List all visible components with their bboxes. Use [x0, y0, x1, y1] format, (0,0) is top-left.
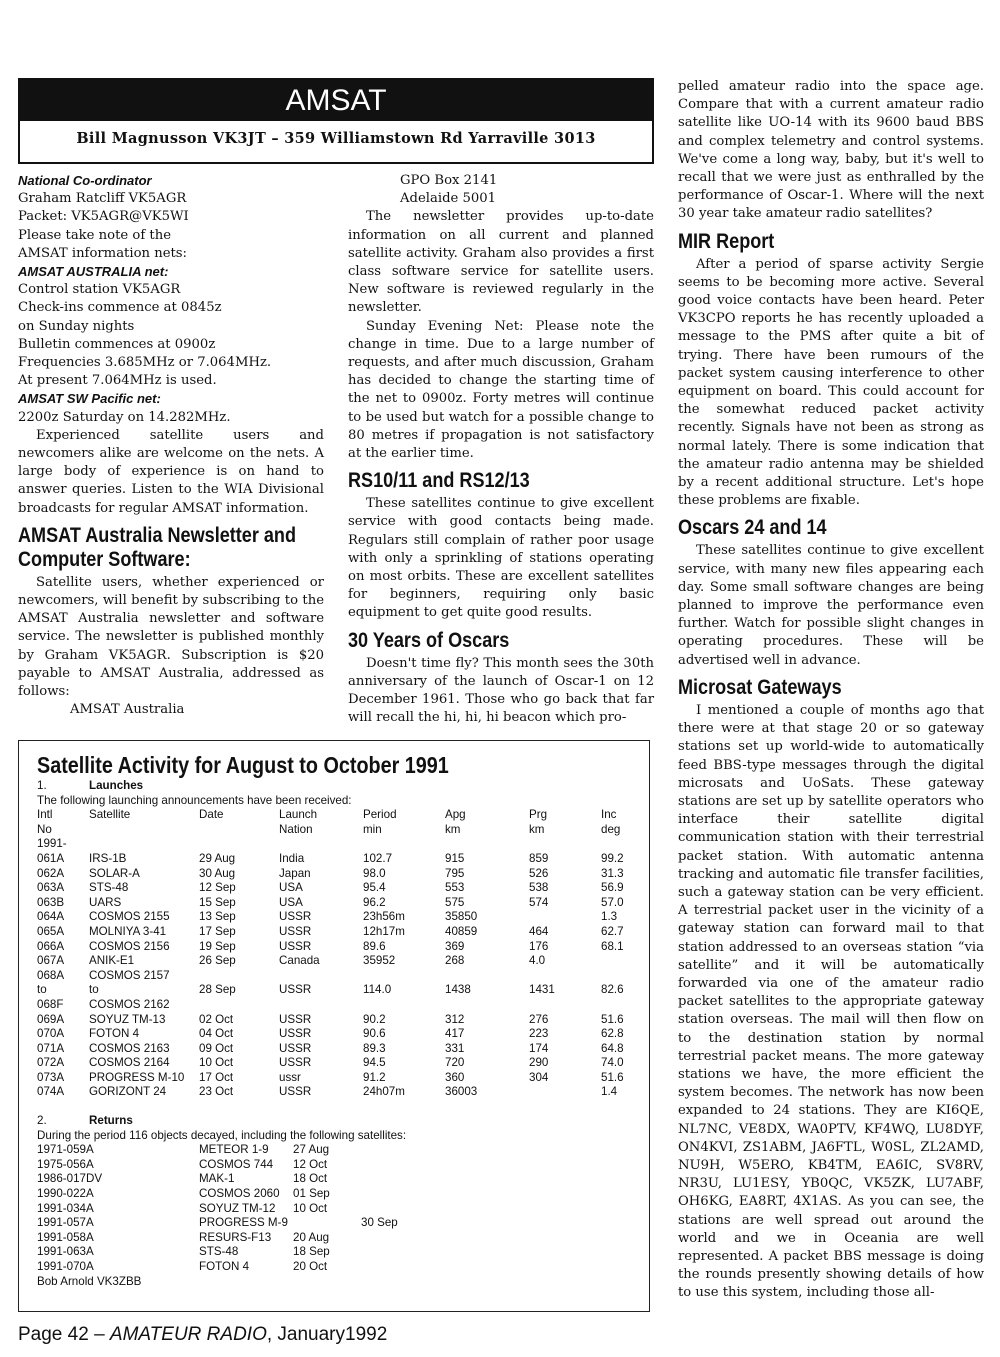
table-cell: 065A	[37, 924, 65, 938]
paragraph: Doesn't time fly? This month sees the 30th anniversary of the launch of Oscar-1 on 12 December 1961. Those who go back that far will recall the hi, hi, hi beacon which pro-	[348, 655, 654, 726]
table-cell: 62.8	[601, 1027, 624, 1041]
address-line: Adelaide 5001	[400, 191, 497, 207]
section-intro: The following launching announcements have been received:	[37, 793, 352, 807]
nc-line: Packet: VK5AGR@VK5WI	[18, 209, 189, 225]
table-row	[37, 910, 639, 925]
table-cell: 068A	[37, 968, 65, 982]
table-cell: 28 Sep	[199, 983, 236, 997]
table-cell: SOLAR-A	[89, 866, 140, 880]
table-row	[37, 1071, 639, 1086]
table-row	[37, 867, 639, 882]
table-cell: COSMOS 2163	[89, 1041, 170, 1055]
table-cell: 12 Oct	[293, 1157, 328, 1171]
table-cell: COSMOS 2162	[89, 997, 170, 1011]
table-cell: 51.6	[601, 1012, 624, 1026]
returns-table	[37, 1143, 639, 1274]
table-cell: STS-48	[199, 1245, 239, 1259]
table-cell: Japan	[279, 866, 311, 880]
table-row	[37, 1158, 639, 1173]
column-header: deg	[601, 822, 621, 836]
table-cell: 072A	[37, 1056, 65, 1070]
launch-table	[37, 808, 639, 1100]
table-cell: 36003	[445, 1085, 478, 1099]
table-cell: 4.0	[529, 954, 546, 968]
table-cell: 91.2	[363, 1070, 386, 1084]
table-cell: 89.6	[363, 939, 386, 953]
table-cell: 29 Aug	[199, 851, 236, 865]
table-cell: 98.0	[363, 866, 386, 880]
table-cell: COSMOS 2157	[89, 968, 170, 982]
table-cell: SOYUZ TM-12	[199, 1201, 276, 1215]
table-cell: USSR	[279, 1041, 312, 1055]
table-cell: India	[279, 851, 305, 865]
table-cell: 20 Aug	[293, 1230, 330, 1244]
table-cell: 04 Oct	[199, 1027, 234, 1041]
section-title: AMSAT	[20, 80, 652, 121]
table-cell: 68.1	[601, 939, 624, 953]
table-cell: 1.4	[601, 1085, 618, 1099]
column-2	[348, 172, 654, 727]
table-cell: 27 Aug	[293, 1143, 330, 1157]
net-line: on Sunday nights	[18, 318, 135, 334]
table-cell: 068F	[37, 997, 64, 1011]
table-cell: COSMOS 2164	[89, 1056, 170, 1070]
table-cell: 30 Aug	[199, 866, 236, 880]
table-cell: MOLNIYA 3-41	[89, 924, 167, 938]
table-cell: 51.6	[601, 1070, 624, 1084]
table-cell: 35850	[445, 910, 478, 924]
table-row	[37, 1216, 639, 1231]
table-row	[37, 1027, 639, 1042]
table-cell: 114.0	[363, 983, 392, 997]
table-cell: 35952	[363, 954, 396, 968]
table-cell: 40859	[445, 924, 478, 938]
table-row	[37, 969, 639, 984]
table-cell: 069A	[37, 1012, 65, 1026]
table-cell: 268	[445, 954, 465, 968]
table-cell: 1991-070A	[37, 1260, 94, 1273]
table-cell: 1431	[529, 983, 555, 997]
section-header	[18, 78, 654, 164]
table-cell: COSMOS 2156	[89, 939, 170, 953]
activity-title: Satellite Activity for August to October 1991	[37, 752, 449, 778]
net-line: Control station VK5AGR	[18, 282, 181, 298]
table-row	[37, 1042, 639, 1057]
returns-section	[37, 1114, 639, 1289]
table-cell: 1991-034A	[37, 1201, 94, 1215]
table-cell: 1986-017DV	[37, 1172, 103, 1186]
table-cell: 312	[445, 1012, 465, 1026]
satellite-activity-box	[18, 740, 650, 1312]
table-cell: 17 Sep	[199, 924, 236, 938]
table-cell: USSR	[279, 924, 312, 938]
table-cell: 070A	[37, 1027, 65, 1041]
address-line: AMSAT Australia	[70, 702, 185, 718]
column-header: Launch	[279, 808, 318, 822]
net-line: 2200z Saturday on 14.282MHz.	[18, 409, 231, 425]
column-header: No	[37, 822, 52, 836]
paragraph: I mentioned a couple of months ago that there were at that stage 20 or so gateway stations set up world-wide to automatically feed BBS-type messages through the digital microsats and UoSats. These gateway stations are set up by satellite operators who interface their satellite digital communication station with their terrestrial packet station. With automatic antenna tracking and automatic file transfer facilities, such a gateway station can be very efficient. A terrestrial packet user in the vicinity of a gateway station can forward mail to that station addressed to an overseas station “via satellite” and it will be automatically forwarded via one of the amateur radio packet satellites to the appropriate gateway station overseas. The mail will then flow on to the destination station by normal terrestrial packet means. The more gateway stations we have, the more efficient the system becomes. The network has now been expanded to 24 stations. They are KI6QE, NL7NC, VE8DX, WA0PTV, KF4WQ, LU8DYF, ON4KVI, ZS1ABM, JA6FTL, W0SL, ZL2AMD, NU9H, W5ERO, KB4TM, EA6IC, SV8RV, NR3U, LU1ESY, YB0QC, VK5ZK, LU7ABF, OH6KG, EA8RT, 4X1AS. As you can see, the stations are well spread out around the world and we in Oceania are well represented. A packet BBS message is doing the rounds presently showing details of how to use this system, including those all-	[678, 702, 984, 1301]
table-cell: 062A	[37, 866, 65, 880]
column-header: Inc	[601, 808, 617, 822]
table-cell: 063B	[37, 895, 65, 909]
table-cell: 360	[445, 1070, 465, 1084]
paragraph: Sunday Evening Net: Please note the change in time. Due to a large number of requests, and after much discussion, Graham has decided to change the starting time of the net to 0900z. Forty metres will continue to be used but watch for a possible change to 80 metres if propagation is not satisfactory at the earlier time.	[348, 318, 654, 462]
table-cell: 276	[529, 1012, 549, 1026]
table-cell: USA	[279, 881, 303, 895]
author-line: Bill Magnusson VK3JT – 359 Williamstown Rd Yarraville 3013	[76, 130, 596, 147]
section-label: Returns	[89, 1114, 133, 1128]
table-cell: 62.7	[601, 924, 624, 938]
table-cell: UARS	[89, 895, 122, 909]
table-cell: 89.3	[363, 1041, 386, 1055]
table-cell: 95.4	[363, 881, 386, 895]
paragraph: After a period of sparse activity Sergie seems to be becoming more active. Several good voice contacts have been heard. Peter VK3CPO reports he has recently uploaded a message to the PMS after quite a bit of trying. There have been rumours of the packet system causing interference to other equipment on board. This could account for the somewhat reduced packet activity recently. Signals have not been as strong as normal lately. There is some indication that the amateur radio antenna may be shielded by a recent additional structure. Let's hope these problems are fixable.	[678, 256, 984, 509]
table-cell: GORIZONT 24	[89, 1085, 167, 1099]
table-cell: 10 Oct	[293, 1201, 328, 1215]
table-row	[37, 925, 639, 940]
table-cell: USSR	[279, 1027, 312, 1041]
table-row	[37, 1056, 639, 1071]
table-cell: USSR	[279, 983, 312, 997]
table-cell: USSR	[279, 1056, 312, 1070]
table-cell: 13 Sep	[199, 910, 236, 924]
table-cell: 223	[529, 1027, 549, 1041]
section-number: 1.	[37, 779, 47, 792]
table-cell: 1438	[445, 983, 471, 997]
table-cell: PROGRESS M-10	[89, 1070, 185, 1084]
table-row	[37, 1013, 639, 1028]
table-cell: 09 Oct	[199, 1041, 234, 1055]
table-cell: 56.9	[601, 881, 624, 895]
heading-newsletter: AMSAT Australia Newsletter and Computer Software:	[18, 523, 296, 571]
heading-oscars: 30 Years of Oscars	[348, 628, 510, 652]
table-cell: 720	[445, 1056, 465, 1070]
table-cell: 31.3	[601, 866, 624, 880]
table-cell: METEOR 1-9	[199, 1143, 269, 1157]
table-row	[37, 1187, 639, 1202]
table-cell: 574	[529, 895, 549, 909]
heading-oscars-24: Oscars 24 and 14	[678, 516, 827, 540]
table-cell: 1971-059A	[37, 1143, 94, 1157]
table-cell: 304	[529, 1070, 549, 1084]
column-header: Satellite	[89, 808, 131, 822]
paragraph: Experienced satellite users and newcomers alike are welcome on the nets. A large body of experience is on hand to answer queries. Listen to the WIA Divisional broadcasts for regular AMSAT information.	[18, 427, 324, 516]
nc-line: AMSAT information nets:	[18, 245, 188, 261]
column-header: Nation	[279, 822, 313, 836]
table-cell: 066A	[37, 939, 65, 953]
table-cell: 064A	[37, 910, 65, 924]
table-cell: USSR	[279, 1085, 312, 1099]
table-cell: 74.0	[601, 1056, 624, 1070]
net-line: Bulletin commences at 0900z	[18, 336, 216, 352]
table-cell: USSR	[279, 910, 312, 924]
column-header: km	[445, 822, 461, 836]
table-cell: 30 Sep	[361, 1216, 398, 1230]
table-cell: USSR	[279, 1012, 312, 1026]
table-row	[37, 1245, 639, 1260]
table-cell: 12 Sep	[199, 881, 236, 895]
table-cell: COSMOS 2060	[199, 1187, 280, 1201]
section-intro: During the period 116 objects decayed, including the following satellites:	[37, 1128, 407, 1142]
column-header: Apg	[445, 808, 466, 822]
table-header-row	[37, 823, 639, 838]
table-cell: 331	[445, 1041, 465, 1055]
column-header: min	[363, 822, 382, 836]
table-cell: MAK-1	[199, 1172, 235, 1186]
table-cell: 26 Sep	[199, 954, 236, 968]
table-cell: 01 Sep	[293, 1187, 330, 1201]
section-label: Launches	[89, 779, 144, 792]
table-row	[37, 954, 639, 969]
table-cell: 464	[529, 924, 549, 938]
table-row	[37, 881, 639, 896]
table-cell: 575	[445, 895, 465, 909]
column-header: km	[529, 822, 545, 836]
paragraph: These satellites continue to give excellent service with good contacts being made. Regulars still complain of rather poor usage with only a sprinkling of stations operating on most orbits. These are excellent satellites for beginners, requiring only basic equipment to get quite good results.	[348, 496, 654, 621]
table-header-row	[37, 808, 639, 823]
amsat-australia-net-label: AMSAT AUSTRALIA net:	[18, 264, 169, 280]
table-cell: 23 Oct	[199, 1085, 234, 1099]
net-line: Frequencies 3.685MHz or 7.064MHz.	[18, 355, 272, 371]
table-cell: 1990-022A	[37, 1187, 94, 1201]
table-cell: 073A	[37, 1070, 65, 1084]
footer-magazine: AMATEUR RADIO	[109, 1324, 267, 1345]
address-line: GPO Box 2141	[400, 173, 498, 188]
table-cell: 20 Oct	[293, 1260, 328, 1273]
table-cell: SOYUZ TM-13	[89, 1012, 166, 1026]
table-row	[37, 896, 639, 911]
table-row	[37, 998, 639, 1013]
table-cell: RESURS-F13	[199, 1230, 272, 1244]
table-row	[37, 837, 639, 852]
column-header: Prg	[529, 808, 548, 822]
table-row	[37, 1202, 639, 1217]
paragraph: These satellites continue to give excellent service, with many new files appearing each day. Some small software changes are being planned to improve the performance even further. Watch for possible slight changes in operating procedures. These will be advertised well in advance.	[678, 543, 984, 668]
table-cell: 1991-057A	[37, 1216, 94, 1230]
nc-line: Please take note of the	[18, 227, 172, 243]
table-cell: 538	[529, 881, 549, 895]
table-row	[37, 1231, 639, 1246]
table-cell: ANIK-E1	[89, 954, 135, 968]
table-row	[37, 940, 639, 955]
table-cell: 82.6	[601, 983, 624, 997]
table-row	[37, 1260, 639, 1275]
credit: Bob Arnold VK3ZBB	[37, 1274, 142, 1288]
column-header: Period	[363, 808, 397, 822]
table-cell: 02 Oct	[199, 1012, 234, 1026]
year-label: 1991-	[37, 837, 67, 851]
table-row	[37, 1172, 639, 1187]
table-cell: 90.6	[363, 1027, 386, 1041]
table-cell: USA	[279, 895, 303, 909]
table-cell: COSMOS 744	[199, 1157, 274, 1171]
table-cell: to	[37, 983, 47, 997]
paragraph: The newsletter provides up-to-date information on all current and planned satellite activity. Graham also provides a first class software service for satellite users. New software is reviewed regularly in the newsletter.	[348, 209, 654, 316]
table-cell: FOTON 4	[89, 1027, 140, 1041]
table-row	[37, 1143, 639, 1158]
column-header: Intl	[37, 808, 53, 822]
footer-date: , January1992	[266, 1324, 388, 1345]
table-row	[37, 983, 639, 998]
table-cell: 18 Sep	[293, 1245, 330, 1259]
table-cell: 18 Oct	[293, 1172, 328, 1186]
table-cell: 64.8	[601, 1041, 624, 1055]
table-cell: USSR	[279, 939, 312, 953]
column-header: Date	[199, 808, 224, 822]
table-cell: 10 Oct	[199, 1056, 234, 1070]
table-cell: 102.7	[363, 851, 393, 865]
table-cell: 174	[529, 1041, 549, 1055]
table-cell: 071A	[37, 1041, 65, 1055]
table-cell: 369	[445, 939, 465, 953]
table-cell: 067A	[37, 954, 65, 968]
table-cell: 290	[529, 1056, 549, 1070]
national-coordinator-label: National Co-ordinator	[18, 173, 152, 188]
paragraph: Satellite users, whether experienced or newcomers, will benefit by subscribing to the AMSAT Australia newsletter and software service. The newsletter is published monthly by Graham VK5AGR. Subscription is $20 payable to AMSAT Australia, addressed as follows:	[18, 574, 324, 700]
table-cell: 90.2	[363, 1012, 386, 1026]
table-cell: 176	[529, 939, 549, 953]
table-cell: 23h56m	[363, 910, 405, 924]
net-line: At present 7.064MHz is used.	[18, 373, 217, 389]
footer-prefix: Page 42 –	[18, 1324, 110, 1345]
table-cell: 19 Sep	[199, 939, 236, 953]
table-cell: FOTON 4	[199, 1260, 250, 1273]
table-cell: 526	[529, 866, 549, 880]
table-cell: 1.3	[601, 910, 618, 924]
table-cell: 074A	[37, 1085, 65, 1099]
table-cell: 96.2	[363, 895, 386, 909]
table-cell: 99.2	[601, 851, 624, 865]
column-3	[678, 78, 984, 1303]
section-number: 2.	[37, 1114, 47, 1128]
table-cell: COSMOS 2155	[89, 910, 170, 924]
nc-line: Graham Ratcliff VK5AGR	[18, 191, 187, 207]
table-cell: STS-48	[89, 881, 129, 895]
table-cell: 915	[445, 851, 465, 865]
table-cell: 1975-056A	[37, 1157, 94, 1171]
table-cell: 795	[445, 866, 465, 880]
sw-pacific-net-label: AMSAT SW Pacific net:	[18, 391, 161, 407]
table-cell: 57.0	[601, 895, 624, 909]
table-cell: 24h07m	[363, 1085, 405, 1099]
table-cell: 12h17m	[363, 924, 405, 938]
table-cell: 94.5	[363, 1056, 386, 1070]
table-cell: 15 Sep	[199, 895, 236, 909]
table-row	[37, 1085, 639, 1100]
net-line: Check-ins commence at 0845z	[18, 300, 222, 316]
table-cell: 417	[445, 1027, 465, 1041]
column-1	[18, 172, 324, 719]
table-cell: 1991-063A	[37, 1245, 94, 1259]
table-cell: ussr	[279, 1070, 301, 1084]
heading-microsat: Microsat Gateways	[678, 675, 842, 699]
table-cell: 1991-058A	[37, 1230, 94, 1244]
launches-section	[37, 779, 639, 1100]
paragraph: pelled amateur radio into the space age. Compare that with a current amateur radio satellite like UO-14 with its 9600 baud BBS and complex telemetry and control systems. We've come a long way, baby, but it's well to recall that we were just as enthralled by the performance of Oscar-1. Where will the next 30 year take amateur radio satellites?	[678, 79, 984, 222]
page-footer	[18, 1324, 387, 1346]
table-cell: IRS-1B	[89, 851, 127, 865]
table-cell: PROGRESS M-9	[199, 1216, 288, 1230]
table-cell: 859	[529, 851, 549, 865]
table-cell: Canada	[279, 954, 320, 968]
heading-mir: MIR Report	[678, 229, 775, 253]
table-cell: 553	[445, 881, 465, 895]
table-cell: 063A	[37, 881, 65, 895]
heading-rs: RS10/11 and RS12/13	[348, 469, 530, 493]
table-cell: 17 Oct	[199, 1070, 234, 1084]
table-row	[37, 852, 639, 867]
table-cell: 061A	[37, 851, 65, 865]
table-cell: to	[89, 983, 99, 997]
